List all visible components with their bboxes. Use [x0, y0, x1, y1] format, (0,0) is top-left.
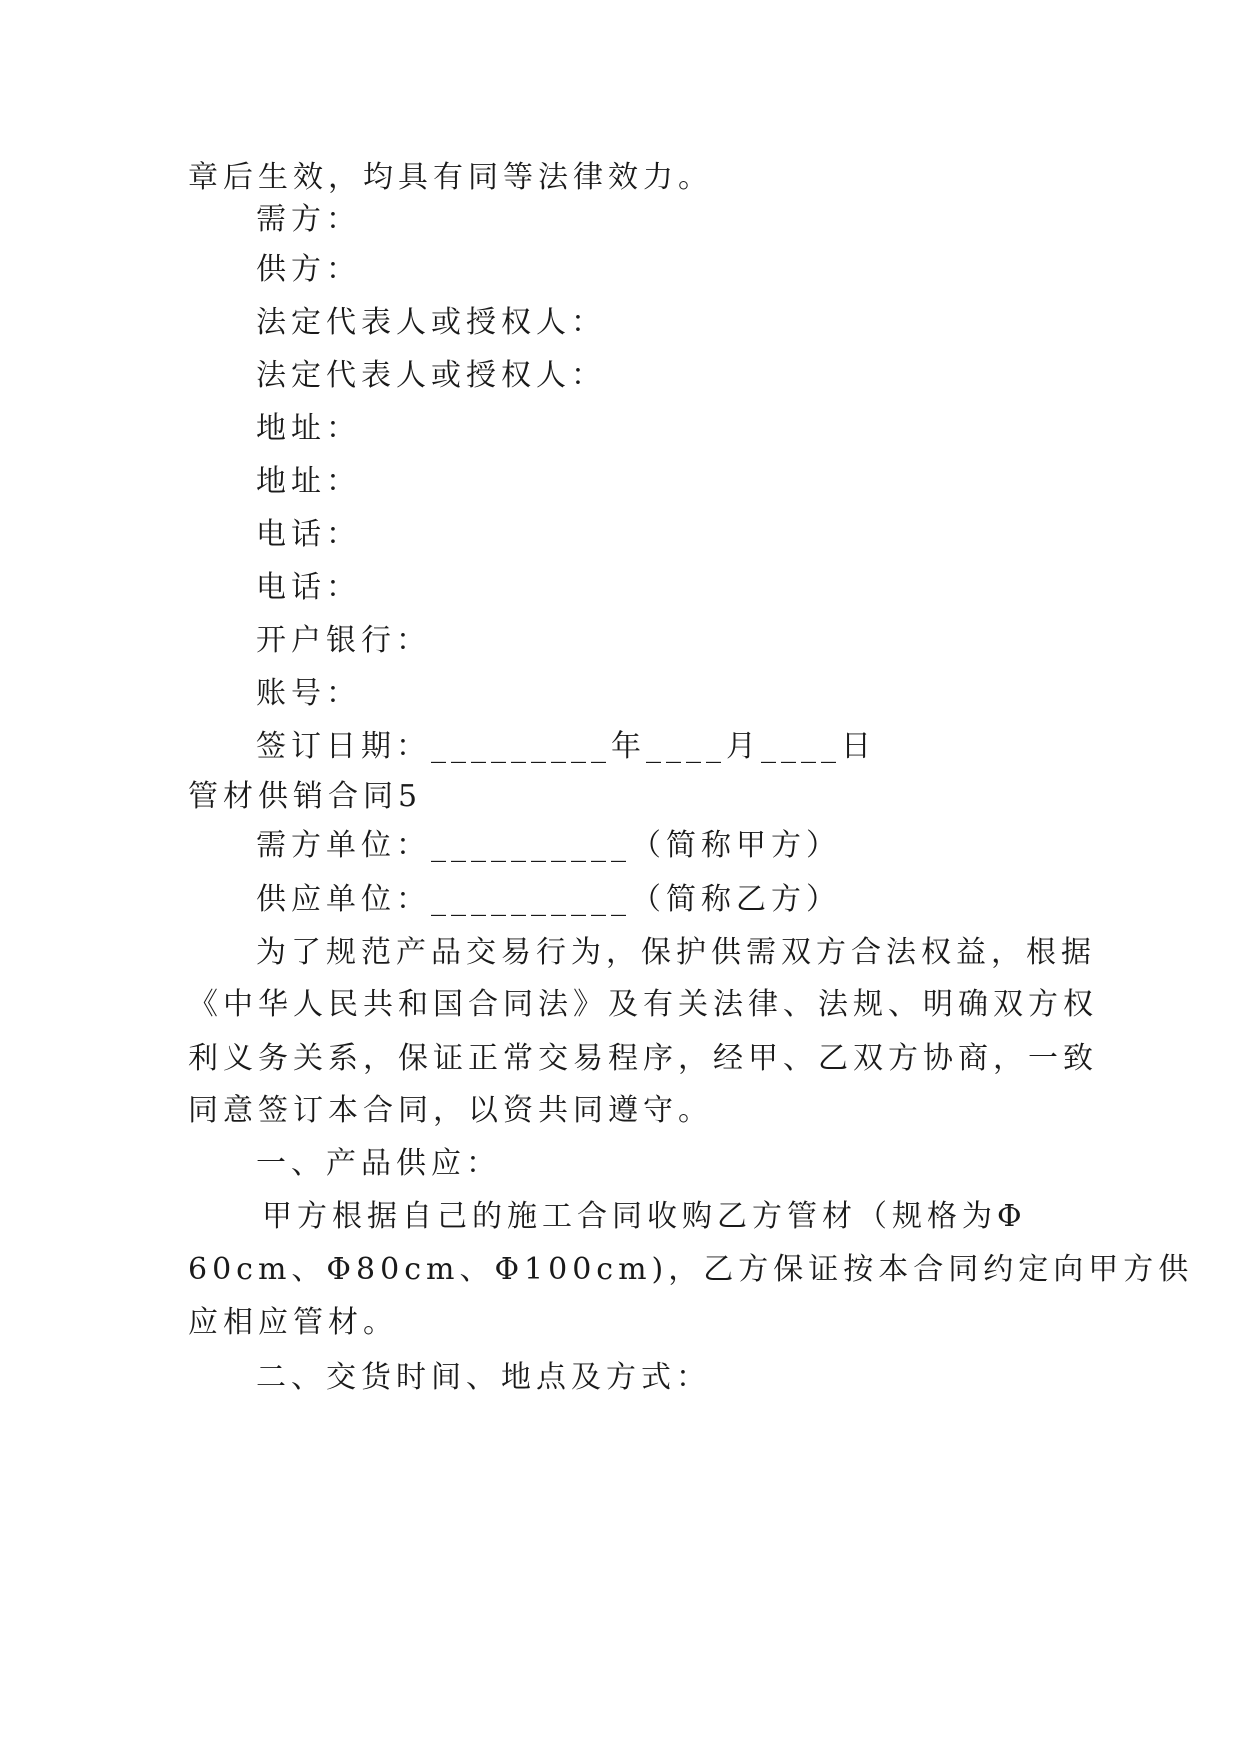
paragraph-line: 甲方根据自己的施工合同收购乙方管材（规格为Φ: [262, 1199, 1027, 1234]
phone-label: 电话：: [256, 517, 361, 552]
legal-rep-label: 法定代表人或授权人：: [256, 358, 606, 393]
contract-title: 管材供销合同5: [188, 779, 423, 814]
paragraph-line: 同意签订本合同，以资共同遵守。: [188, 1093, 713, 1128]
bank-label: 开户银行：: [256, 623, 431, 658]
paragraph-line: 应相应管材。: [188, 1305, 398, 1340]
buyer-unit-label: 需方单位：__________（简称甲方）: [256, 828, 841, 863]
paragraph-line: 《中华人民共和国合同法》及有关法律、法规、明确双方权: [188, 987, 1098, 1022]
phone-label: 电话：: [256, 570, 361, 605]
text-line: 章后生效，均具有同等法律效力。: [188, 160, 713, 195]
buyer-label: 需方：: [256, 202, 361, 237]
paragraph-line: 为了规范产品交易行为，保护供需双方合法权益，根据: [256, 935, 1096, 970]
supplier-unit-label: 供应单位：__________（简称乙方）: [256, 882, 841, 917]
supplier-label: 供方：: [256, 252, 361, 287]
address-label: 地址：: [256, 464, 361, 499]
section-heading: 二、交货时间、地点及方式：: [256, 1360, 711, 1395]
paragraph-line: 60cm、Φ80cm、Φ100cm)，乙方保证按本合同约定向甲方供: [188, 1252, 1194, 1287]
address-label: 地址：: [256, 411, 361, 446]
section-heading: 一、产品供应：: [256, 1146, 501, 1181]
account-label: 账号：: [256, 676, 361, 711]
legal-rep-label: 法定代表人或授权人：: [256, 305, 606, 340]
paragraph-line: 利义务关系，保证正常交易程序，经甲、乙双方协商，一致: [188, 1041, 1098, 1076]
signing-date-label: 签订日期：_________年____月____日: [256, 729, 876, 764]
